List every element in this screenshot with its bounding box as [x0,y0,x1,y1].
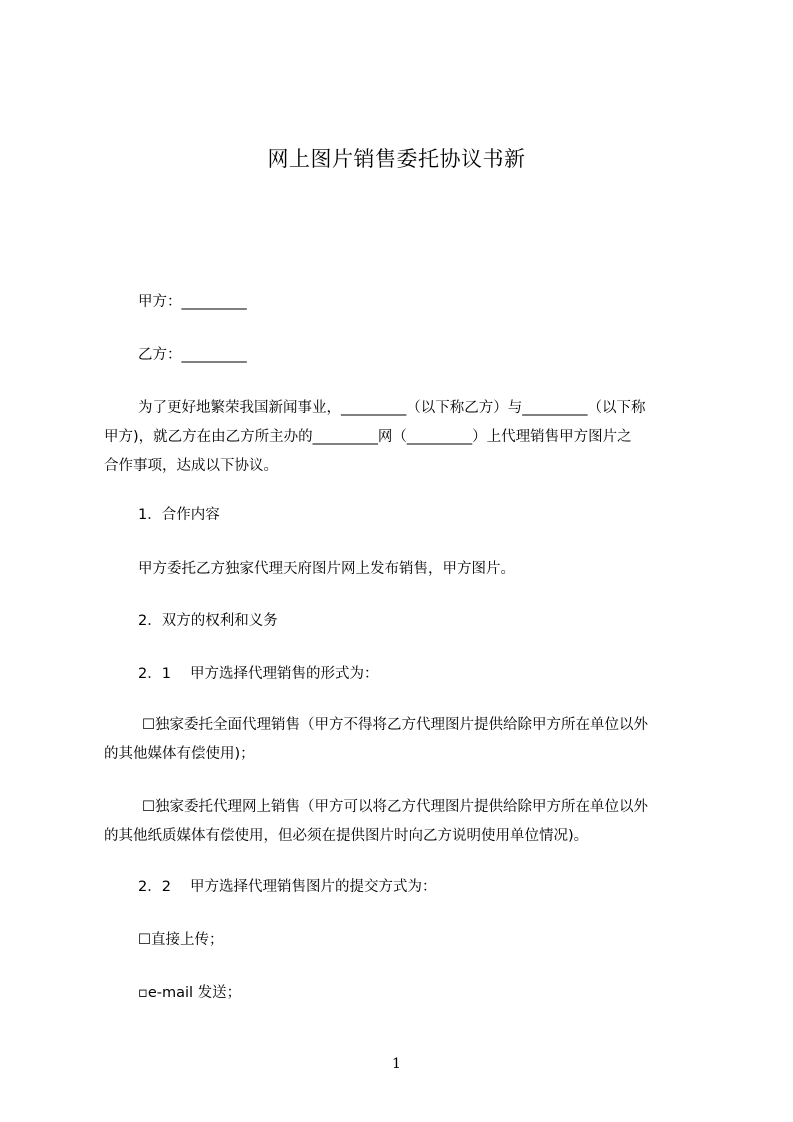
page-number: 1 [392,1056,401,1072]
party-a-line: 甲方：_________ [138,294,247,310]
option-1-line: ☐独家委托全面代理销售（甲方不得将乙方代理图片提供给除甲方所在单位以外 [142,717,648,733]
option-2-line: ☐独家委托代理网上销售（甲方可以将乙方代理图片提供给除甲方所在单位以外 [142,799,648,815]
option-2-line: 的其他纸质媒体有偿使用，但必须在提供图片时向乙方说明使用单位情况)。 [104,828,589,844]
option-2-paragraph [104,793,704,851]
intro-paragraph [104,394,704,481]
intro-line: 为了更好地繁荣我国新闻事业，_________（以下称乙方）与_________（以下称 [138,400,646,416]
option-1-paragraph [104,711,704,769]
section-2-2-heading: 2．2 甲方选择代理销售图片的提交方式为： [138,879,437,895]
section-2-1-heading: 2．1 甲方选择代理销售的形式为： [138,666,379,682]
submit-option-upload: ☐直接上传； [138,932,224,948]
option-1-line: 的其他媒体有偿使用)； [104,746,255,762]
submit-option-email: ▫e-mail 发送； [138,985,242,1001]
document-title: 网上图片销售委托协议书新 [267,147,526,171]
intro-line: 甲方)，就乙方在由乙方所主办的_________网（_________）上代理销售甲方图片之 [104,429,632,445]
section-1-heading: 1．合作内容 [138,507,220,523]
party-b-line: 乙方：_________ [138,347,247,363]
section-2-heading: 2．双方的权利和义务 [138,613,278,629]
intro-line: 合作事项，达成以下协议。 [104,458,278,474]
section-1-body: 甲方委托乙方独家代理天府图片网上发布销售，甲方图片。 [138,561,515,577]
